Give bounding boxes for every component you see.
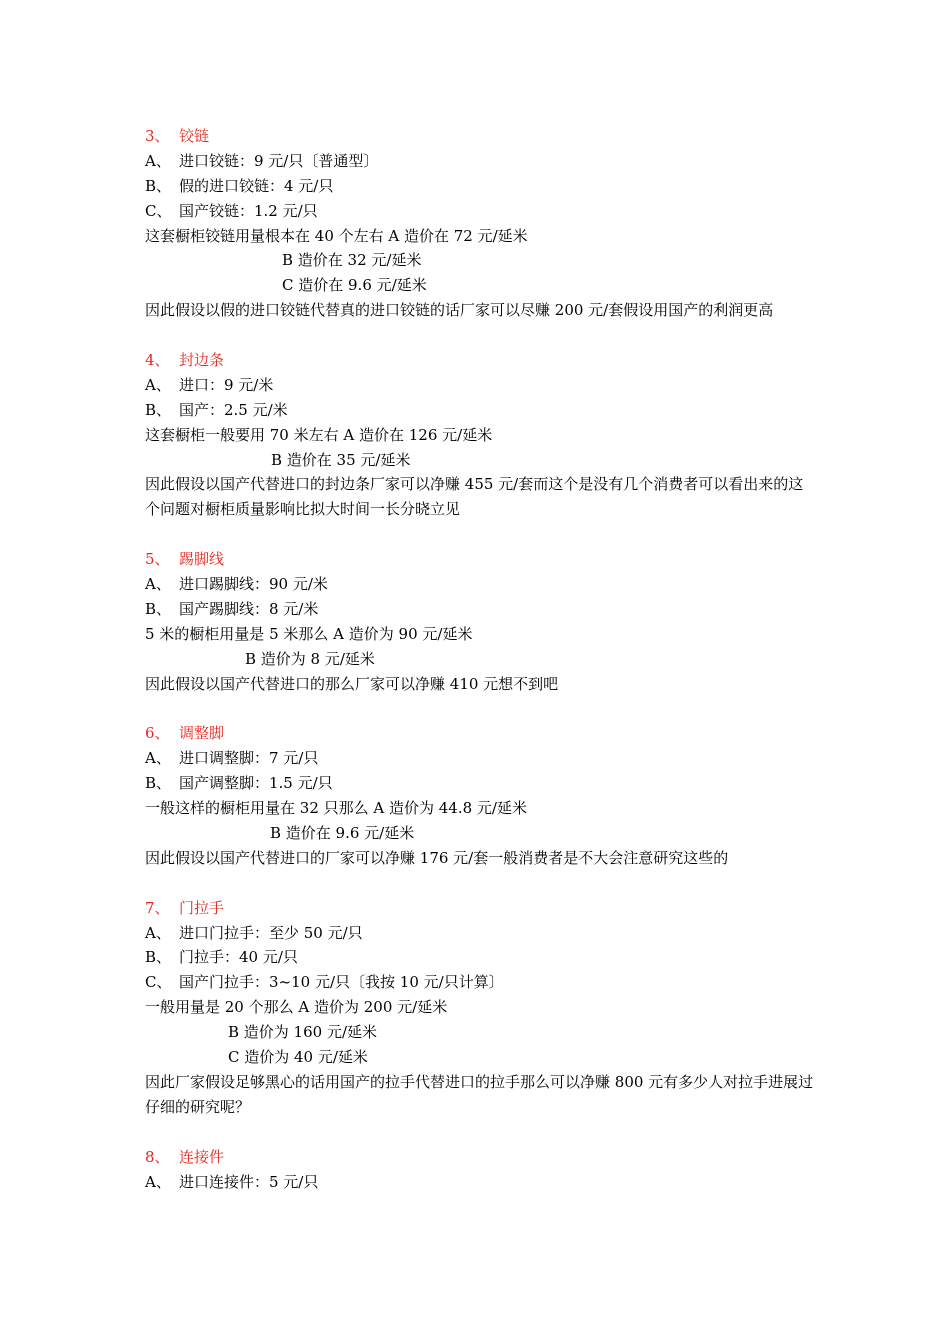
- usage-line: 一般用量是 20 个那么 A 造价为 200 元/延米: [145, 998, 448, 1017]
- list-item: [145, 921, 815, 946]
- item-label: B、: [145, 400, 172, 419]
- section-number: 8、: [145, 1147, 170, 1166]
- list-item: [145, 572, 815, 597]
- item-label: B、: [145, 599, 172, 618]
- item-label: C、: [145, 973, 172, 992]
- item-text: 门拉手：40 元/只: [179, 948, 298, 967]
- item-label: B、: [145, 774, 172, 793]
- cost-line: C 造价为 40 元/延米: [228, 1048, 368, 1067]
- cost-line: B 造价在 9.6 元/延米: [270, 824, 415, 842]
- section-title: 门拉手: [179, 898, 225, 917]
- section-heading: [145, 721, 815, 746]
- section-heading: [145, 896, 815, 921]
- list-item: [145, 373, 815, 398]
- spacer: [145, 697, 815, 722]
- section-number: 6、: [145, 724, 170, 743]
- spacer: [145, 522, 815, 547]
- section-title: 封边条: [179, 351, 225, 370]
- item-label: A、: [145, 749, 171, 768]
- cost-line: B 造价在 35 元/延米: [271, 450, 411, 469]
- section-heading: [145, 1145, 815, 1170]
- document-body: [145, 124, 815, 1194]
- item-label: A、: [145, 923, 171, 942]
- item-label: C、: [145, 201, 172, 220]
- section-title: 调整脚: [179, 724, 225, 743]
- item-text: 进口踢脚线：90 元/米: [179, 575, 328, 594]
- conclusion-paragraph: 因此假设以国产代替进口的那么厂家可以净赚 410 元想不到吧: [145, 674, 559, 693]
- item-text: 国产调整脚：1.5 元/只: [179, 774, 333, 793]
- item-label: A、: [145, 1172, 171, 1191]
- list-item: [145, 174, 815, 199]
- item-label: A、: [145, 575, 171, 594]
- usage-line: 5 米的橱柜用量是 5 米那么 A 造价为 90 元/延米: [145, 624, 473, 643]
- cost-line: C 造价在 9.6 元/延米: [282, 276, 427, 295]
- list-item: [145, 597, 815, 622]
- item-text: 进口门拉手：至少 50 元/只: [179, 923, 363, 942]
- section-number: 4、: [145, 351, 170, 370]
- section-title: 连接件: [179, 1147, 225, 1166]
- section-number: 3、: [145, 127, 170, 145]
- usage-line: 一般这样的橱柜用量在 32 只那么 A 造价为 44.8 元/延米: [145, 799, 527, 818]
- item-text: 进口调整脚：7 元/只: [179, 749, 319, 768]
- spacer: [145, 871, 815, 896]
- cost-line: B 造价为 160 元/延米: [228, 1023, 378, 1042]
- list-item: [145, 746, 815, 771]
- item-text: 进口：9 元/米: [179, 375, 274, 394]
- item-label: A、: [145, 375, 171, 394]
- conclusion-paragraph: 因此厂家假设足够黑心的话用国产的拉手代替进口的拉手那么可以净赚 800 元有多少人对拉手进展过仔细的研究呢？: [145, 1072, 814, 1116]
- item-text: 国产踢脚线：8 元/米: [179, 599, 319, 618]
- item-text: 国产门拉手：3~10 元/只〔我按 10 元/只计算〕: [179, 973, 504, 992]
- list-item: [145, 199, 815, 224]
- item-text: 国产铰链：1.2 元/只: [179, 201, 318, 220]
- conclusion-paragraph: 因此假设以假的进口铰链代替真的进口铰链的话厂家可以尽赚 200 元/套假设用国产的利润更高: [145, 301, 774, 320]
- item-label: A、: [145, 151, 171, 170]
- section-heading: [145, 124, 815, 149]
- item-text: 进口连接件：5 元/只: [179, 1172, 319, 1191]
- usage-line: 这套橱柜铰链用量根本在 40 个左右 A 造价在 72 元/延米: [145, 226, 528, 245]
- item-label: B、: [145, 948, 172, 967]
- section-title: 铰链: [179, 127, 210, 145]
- list-item: [145, 970, 815, 995]
- list-item: [145, 771, 815, 796]
- item-text: 进口铰链：9 元/只〔普通型〕: [179, 151, 379, 170]
- list-item: [145, 149, 815, 174]
- section-number: 5、: [145, 550, 170, 569]
- section-heading: [145, 348, 815, 373]
- conclusion-paragraph: 因此假设以国产代替进口的封边条厂家可以净赚 455 元/套而这个是没有几个消费者可以看出来的这个问题对橱柜质量影响比拟大时间一长分晓立见: [145, 475, 804, 519]
- section-heading: [145, 547, 815, 572]
- list-item: [145, 1170, 815, 1195]
- list-item: [145, 398, 815, 423]
- spacer: [145, 323, 815, 348]
- usage-line: 这套橱柜一般要用 70 米左右 A 造价在 126 元/延米: [145, 425, 493, 444]
- list-item: [145, 945, 815, 970]
- spacer: [145, 1120, 815, 1145]
- cost-line: B 造价在 32 元/延米: [282, 251, 422, 270]
- cost-line: B 造价为 8 元/延米: [245, 649, 375, 668]
- conclusion-paragraph: 因此假设以国产代替进口的厂家可以净赚 176 元/套一般消费者是不大会注意研究这些的: [145, 848, 729, 867]
- item-label: B、: [145, 176, 172, 195]
- item-text: 假的进口铰链：4 元/只: [179, 176, 334, 195]
- item-text: 国产：2.5 元/米: [179, 400, 288, 419]
- section-number: 7、: [145, 898, 170, 917]
- section-title: 踢脚线: [179, 550, 225, 569]
